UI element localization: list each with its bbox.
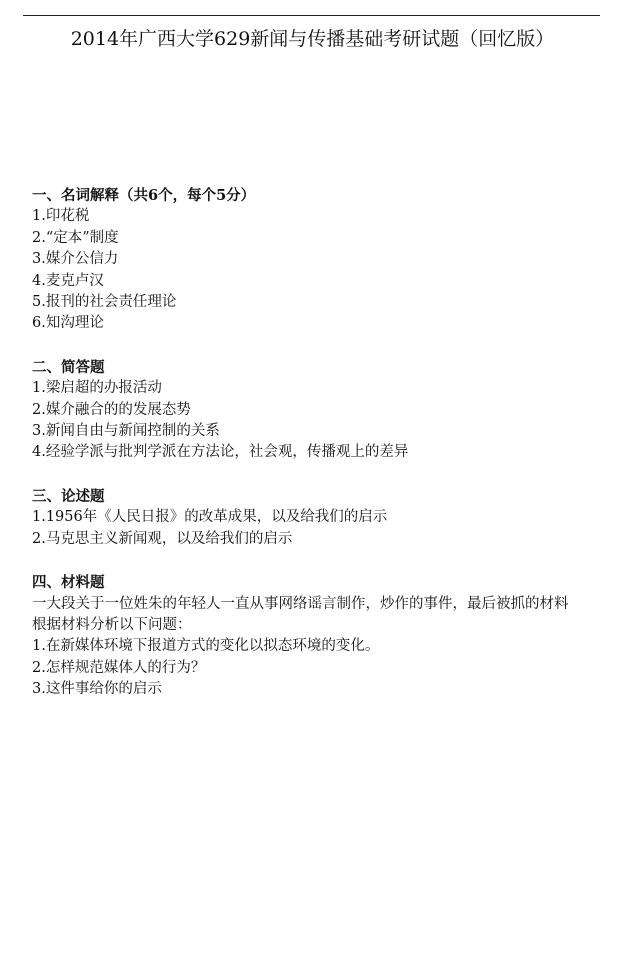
- section-noun-explanation: [32, 185, 607, 335]
- list-item: 2.怎样规范媒体人的行为？: [32, 659, 206, 676]
- section-heading: 一、名词解释（共6个，每个5分）: [32, 187, 256, 204]
- section-heading: 二、简答题: [32, 358, 105, 376]
- material-paragraph: 一大段关于一位姓朱的年轻人一直从事网络谣言制作，炒作的事件，最后被抓的材料: [32, 595, 569, 612]
- list-item: 3.媒介公信力: [32, 251, 119, 268]
- list-item: 1.在新媒体环境下报道方式的变化以拟态环境的变化。: [32, 638, 380, 655]
- list-item: 3.这件事给你的启示: [32, 681, 162, 698]
- list-item: 4.麦克卢汉: [32, 272, 104, 289]
- list-item: 1.1956年《人民日报》的改革成果，以及给我们的启示: [32, 509, 388, 526]
- list-item: 2.“定本”制度: [32, 229, 119, 246]
- section-heading: 四、材料题: [32, 574, 105, 592]
- list-item: 3.新闻自由与新闻控制的关系: [32, 423, 220, 440]
- list-item: 5.报刊的社会责任理论: [32, 294, 177, 311]
- list-item: 2.媒介融合的的发展态势: [32, 401, 191, 418]
- section-material: [32, 572, 607, 700]
- top-rule: [23, 15, 600, 16]
- section-essay: [32, 486, 607, 550]
- list-item: 1.印花税: [32, 208, 90, 225]
- material-prompt: 根据材料分析以下问题：: [32, 616, 192, 633]
- page-title: 2014年广西大学629新闻与传播基础考研试题（回忆版）: [70, 28, 555, 50]
- list-item: 1.梁启超的办报活动: [32, 380, 162, 397]
- section-short-answer: [32, 357, 607, 464]
- document-body: [32, 185, 607, 723]
- list-item: 6.知沟理论: [32, 315, 104, 332]
- list-item: 4.经验学派与批判学派在方法论，社会观，传播观上的差异: [32, 444, 409, 461]
- section-heading: 三、论述题: [32, 487, 105, 505]
- list-item: 2.马克思主义新闻观，以及给我们的启示: [32, 530, 293, 547]
